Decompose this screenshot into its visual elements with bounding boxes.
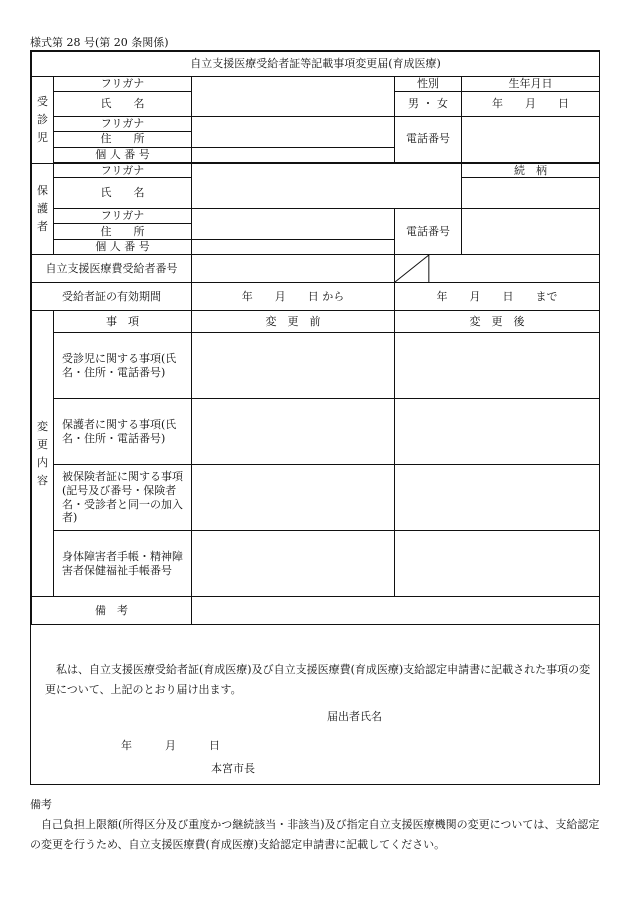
patient-personal-no-field[interactable] — [192, 147, 395, 162]
form-number: 様式第 28 号(第 20 条関係) — [30, 36, 169, 49]
changes-col-after: 変 更 後 — [395, 311, 600, 333]
guardian-phone-field[interactable] — [462, 209, 600, 255]
patient-gender-header: 性別 — [395, 77, 462, 92]
guardian-name-field[interactable] — [192, 163, 462, 209]
changes-after-field[interactable] — [395, 465, 600, 531]
recipient-no-extra — [395, 255, 600, 283]
patient-dob-field[interactable]: 年 月 日 — [462, 91, 600, 116]
notes-text: 自己負担上限額(所得区分及び重度かつ継続該当・非該当)及び指定自立支援医療機関の変更については、支給認定の変更を行うため、自立支援医療費(育成医療)支給認定申請書に記載してください。 — [30, 818, 600, 851]
changes-after-field[interactable] — [395, 531, 600, 597]
changes-before-field[interactable] — [192, 333, 395, 399]
notes — [30, 795, 600, 855]
patient-personal-no-label: 個 人 番 号 — [54, 147, 192, 162]
patient-phone-label: 電話番号 — [395, 116, 462, 162]
guardian-address-label: 住 所 — [54, 224, 192, 240]
form-title: 自立支援医療受給者証等記載事項変更届(育成医療) — [32, 52, 600, 77]
patient-dob-header: 生年月日 — [462, 77, 600, 92]
recipient-no-label: 自立支援医療費受給者番号 — [32, 255, 192, 283]
recipient-no-field[interactable] — [192, 255, 395, 283]
changes-after-field[interactable] — [395, 399, 600, 465]
guardian-name-label: 氏 名 — [54, 178, 192, 209]
changes-section-label: 変 更 内 容 — [32, 311, 54, 597]
guardian-furigana-label: フリガナ — [54, 163, 192, 178]
declaration-date[interactable]: 年 月 日 — [121, 739, 220, 752]
addressee: 本宮市長 — [211, 762, 255, 775]
guardian-personal-no-field[interactable] — [192, 240, 395, 255]
validity-label: 受給者証の有効期間 — [32, 283, 192, 311]
declaration — [31, 644, 599, 784]
patient-furigana-label: フリガナ — [54, 77, 192, 92]
changes-before-field[interactable] — [192, 465, 395, 531]
changes-col-item: 事 項 — [54, 311, 192, 333]
patient-phone-field[interactable] — [462, 116, 600, 162]
changes-before-field[interactable] — [192, 399, 395, 465]
form-table — [31, 51, 600, 625]
changes-row-label: 受診児に関する事項(氏名・住所・電話番号) — [54, 333, 192, 399]
patient-address-field[interactable] — [192, 116, 395, 147]
guardian-address-field[interactable] — [192, 209, 395, 240]
notes-heading: 備考 — [30, 798, 52, 811]
patient-gender-field[interactable]: 男 ・ 女 — [395, 91, 462, 116]
declaration-text: 私は、自立支援医療受給者証(育成医療)及び自立支援医療費(育成医療)支給認定申請書に記載された事項の変更について、上記のとおり届け出ます。 — [45, 663, 591, 696]
guardian-phone-label: 電話番号 — [395, 209, 462, 255]
changes-row-label: 被保険者証に関する事項(記号及び番号・保険者名・受診者と同一の加入者) — [54, 465, 192, 531]
guardian-relation-header: 続 柄 — [462, 163, 600, 178]
changes-before-field[interactable] — [192, 531, 395, 597]
guardian-relation-field[interactable] — [462, 178, 600, 209]
applicant-name-label: 届出者氏名 — [327, 710, 382, 723]
changes-col-before: 変 更 前 — [192, 311, 395, 333]
guardian-section-label: 保 護 者 — [32, 163, 54, 255]
changes-row-label: 保護者に関する事項(氏名・住所・電話番号) — [54, 399, 192, 465]
changes-after-field[interactable] — [395, 333, 600, 399]
validity-from[interactable]: 年 月 日 から — [192, 283, 395, 311]
patient-section-label: 受 診 児 — [32, 77, 54, 164]
validity-to[interactable]: 年 月 日 まで — [395, 283, 600, 311]
form-frame — [30, 50, 600, 785]
patient-address-furigana-label: フリガナ — [54, 116, 192, 131]
patient-address-label: 住 所 — [54, 131, 192, 147]
patient-name-label: 氏 名 — [54, 91, 192, 116]
guardian-address-furigana-label: フリガナ — [54, 209, 192, 224]
changes-row-label: 身体障害者手帳・精神障害者保健福祉手帳番号 — [54, 531, 192, 597]
remarks-label: 備 考 — [32, 597, 192, 625]
remarks-field[interactable] — [192, 597, 600, 625]
guardian-personal-no-label: 個 人 番 号 — [54, 240, 192, 255]
patient-name-field[interactable] — [192, 77, 395, 117]
